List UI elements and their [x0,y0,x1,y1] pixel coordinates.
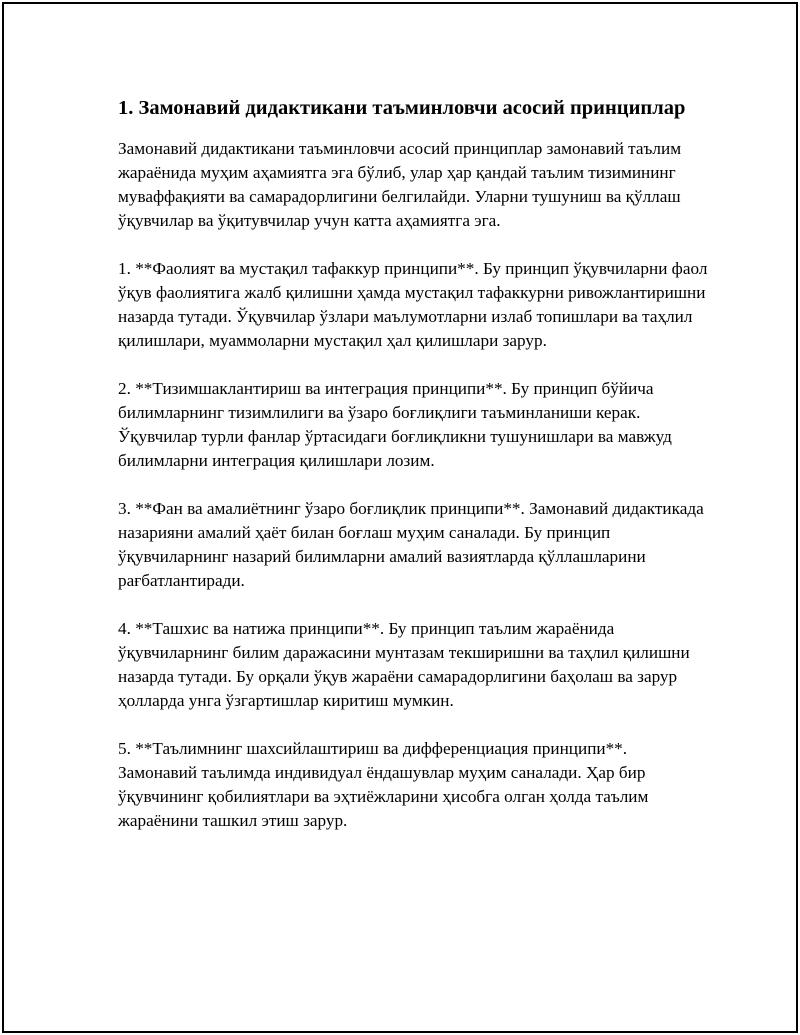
intro-paragraph: Замонавий дидактикани таъминловчи асосий принциплар замонавий таълим жараёнида муҳим аҳамиятга эга бўлиб, улар ҳар қандай таълим тизимининг муваффақияти ва самарадорлигини белгилайди. Уларни тушуниш ва қўллаш ўқувчилар ва ўқитувчилар учун катта аҳамиятга эга. [118,139,682,230]
principle-4-paragraph: 4. **Ташхис ва натижа принципи**. Бу принцип таълим жараёнида ўқувчиларнинг билим даражасини мунтазам текширишни ва таҳлил қилишни назарда тутади. Бу орқали ўқув жараёни самарадорлигини баҳолаш ва зарур ҳолларда унга ўзгартишлар киритиш мумкин. [118,619,690,710]
document-body [118,95,708,857]
principle-2-paragraph: 2. **Тизимшаклантириш ва интеграция принципи**. Бу принцип бўйича билимларнинг тизимлилиги ва ўзаро боғлиқлиги таъминланиши керак. Ўқувчилар турли фанлар ўртасидаги боғлиқликни тушунишлари ва мавжуд билимларни интеграция қилишлари лозим. [118,379,672,470]
principle-5-paragraph: 5. **Таълимнинг шахсийлаштириш ва дифференциация принципи**. Замонавий таълимда индивидуал ёндашувлар муҳим саналади. Ҳар бир ўқувчининг қобилиятлари ва эҳтиёжларини ҳисобга олган ҳолда таълим жараёнини ташкил этиш зарур. [118,739,649,830]
principle-1-paragraph: 1. **Фаолият ва мустақил тафаккур принципи**. Бу принцип ўқувчиларни фаол ўқув фаолиятига жалб қилишни ҳамда мустақил тафаккурни ривожлантиришни назарда тутади. Ўқувчилар ўзлари маълумотларни излаб топишлари ва таҳлил қилишлари, муаммоларни мустақил ҳал қилишлари зарур. [118,259,708,350]
principle-3-paragraph: 3. **Фан ва амалиётнинг ўзаро боғлиқлик принципи**. Замонавий дидактикада назарияни амалий ҳаёт билан боғлаш муҳим саналади. Бу принцип ўқувчиларнинг назарий билимларни амалий вазиятларда қўллашларини рағбатлантиради. [118,499,704,590]
document-heading: 1. Замонавий дидактикани таъминловчи асосий принциплар [118,97,686,119]
